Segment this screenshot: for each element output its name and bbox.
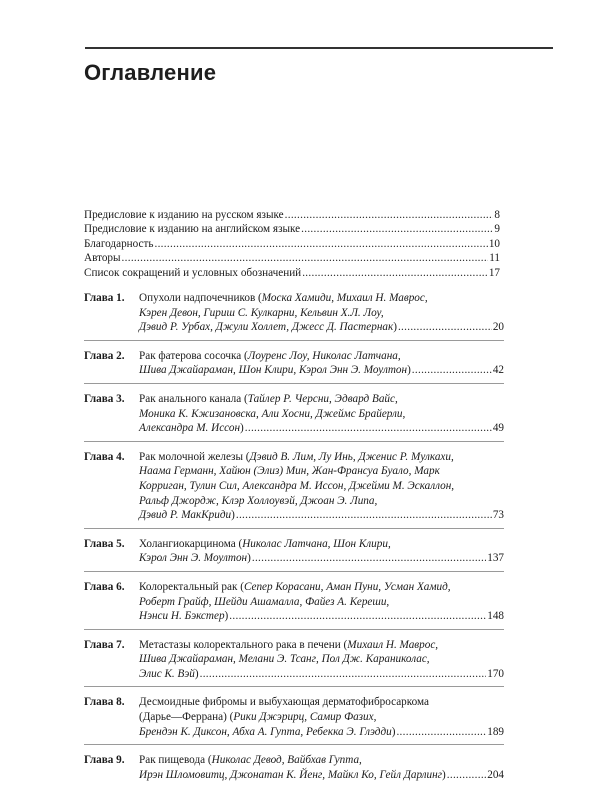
chapter-entry[interactable]: Глава 4. Рак молочной железы (Дэвид В. Лим, Лу Инь, Дженис Р. Мулкахи, Наама Германн, Хайюн (Элиз) Мин, Жан-Франсуа Буало, Марк Корриган, Тулин Сил, Александра М. Иссон, Джейми М. Эскаллон, Ральф Джордж, Клэр Холлоувэй, Джоан Э. Липа, Дэвид Р. МакКриди) ..... 73 [84,447,504,529]
chapter-label: Глава 4. [84,450,125,463]
chapter-label: Глава 5. [84,537,125,550]
toc-entry[interactable]: Предисловие к изданию на русском языке ..... 8 [84,208,500,222]
chapter-entry[interactable]: Глава 1. Опухоли надпочечников (Моска Хамиди, Михаил Н. Маврос, Кэрен Девон, Гириш С. Кулкарни, Кельвин Х.Л. Лоу, Дэвид Р. Урбах, Джули Холлет, Джесс Д. Пастернак) ..... 20 [84,288,504,341]
chapter-entry[interactable]: Глава 3. Рак анального канала (Тайлер Р. Черсни, Эдвард Вайс, Моника К. Кжизановска, Али Хосни, Джеймс Брайерли, Александра М. Иссон) ..... 49 [84,389,504,442]
toc-entry[interactable]: Список сокращений и условных обозначений ..... 17 [84,266,500,280]
chapter-label: Глава 7. [84,638,125,651]
page-number: 20 [492,321,504,334]
page-number: 42 [492,364,504,377]
page-number: 148 [487,610,504,623]
chapter-list [84,288,504,792]
chapter-entry[interactable]: Глава 5. Холангиокарцинома (Николас Латчана, Шон Клири, Кэрол Энн Э. Моултон) ..... 137 [84,534,504,572]
page-number: 170 [487,667,504,680]
page-number: 204 [487,768,504,781]
chapter-entry[interactable]: Глава 7. Метастазы колоректального рака в печени (Михаил Н. Маврос, Шива Джайараман, Мелани Э. Тсанг, Пол Дж. Караниколас, Элис К. Вэй) ..... 170 [84,635,504,688]
header-rule [85,47,553,49]
page-number: 189 [487,725,504,738]
page-title: Оглавление [84,60,217,85]
toc-entry[interactable]: Благодарность ..... 10 [84,237,500,251]
page-number: 49 [492,422,504,435]
page-number: 137 [487,552,504,565]
chapter-entry[interactable]: Глава 6. Колоректальный рак (Сепер Корасани, Аман Пуни, Усман Хамид, Роберт Грайф, Шейди Ашамалла, Файез А. Кереши, Нэнси Н. Бэкстер) ..... 148 [84,577,504,630]
front-matter-list [84,208,500,280]
chapter-label: Глава 2. [84,349,125,362]
chapter-label: Глава 8. [84,696,125,709]
page-number: 73 [492,509,504,522]
chapter-label: Глава 1. [84,292,125,304]
chapter-entry[interactable]: Глава 2. Рак фатерова сосочка (Лоуренс Лоу, Николас Латчана, Шива Джайараман, Шон Клири, Кэрол Энн Э. Моултон) ..... 42 [84,346,504,384]
chapter-label: Глава 6. [84,580,125,593]
toc-entry[interactable]: Авторы ..... 11 [84,251,500,265]
chapter-label: Глава 9. [84,754,125,767]
chapter-label: Глава 3. [84,392,125,405]
toc-entry[interactable]: Предисловие к изданию на английском языке ..... 9 [84,222,500,236]
chapter-entry[interactable]: Глава 9. Рак пищевода (Николас Девод, Вайбхав Гупта, Ирэн Шломовитц, Джонатан К. Йенг, Майкл Ко, Гейл Дарлинг) ..... 204 [84,750,504,787]
chapter-entry[interactable]: Глава 8. Десмоидные фибромы и выбухающая дерматофибросаркома (Дарье—Феррана) (Рики Джэрирц, Самир Фазих, Брендэн К. Диксон, Абха А. Гупта, Ребекка Э. Глэдди) ..... 189 [84,692,504,745]
